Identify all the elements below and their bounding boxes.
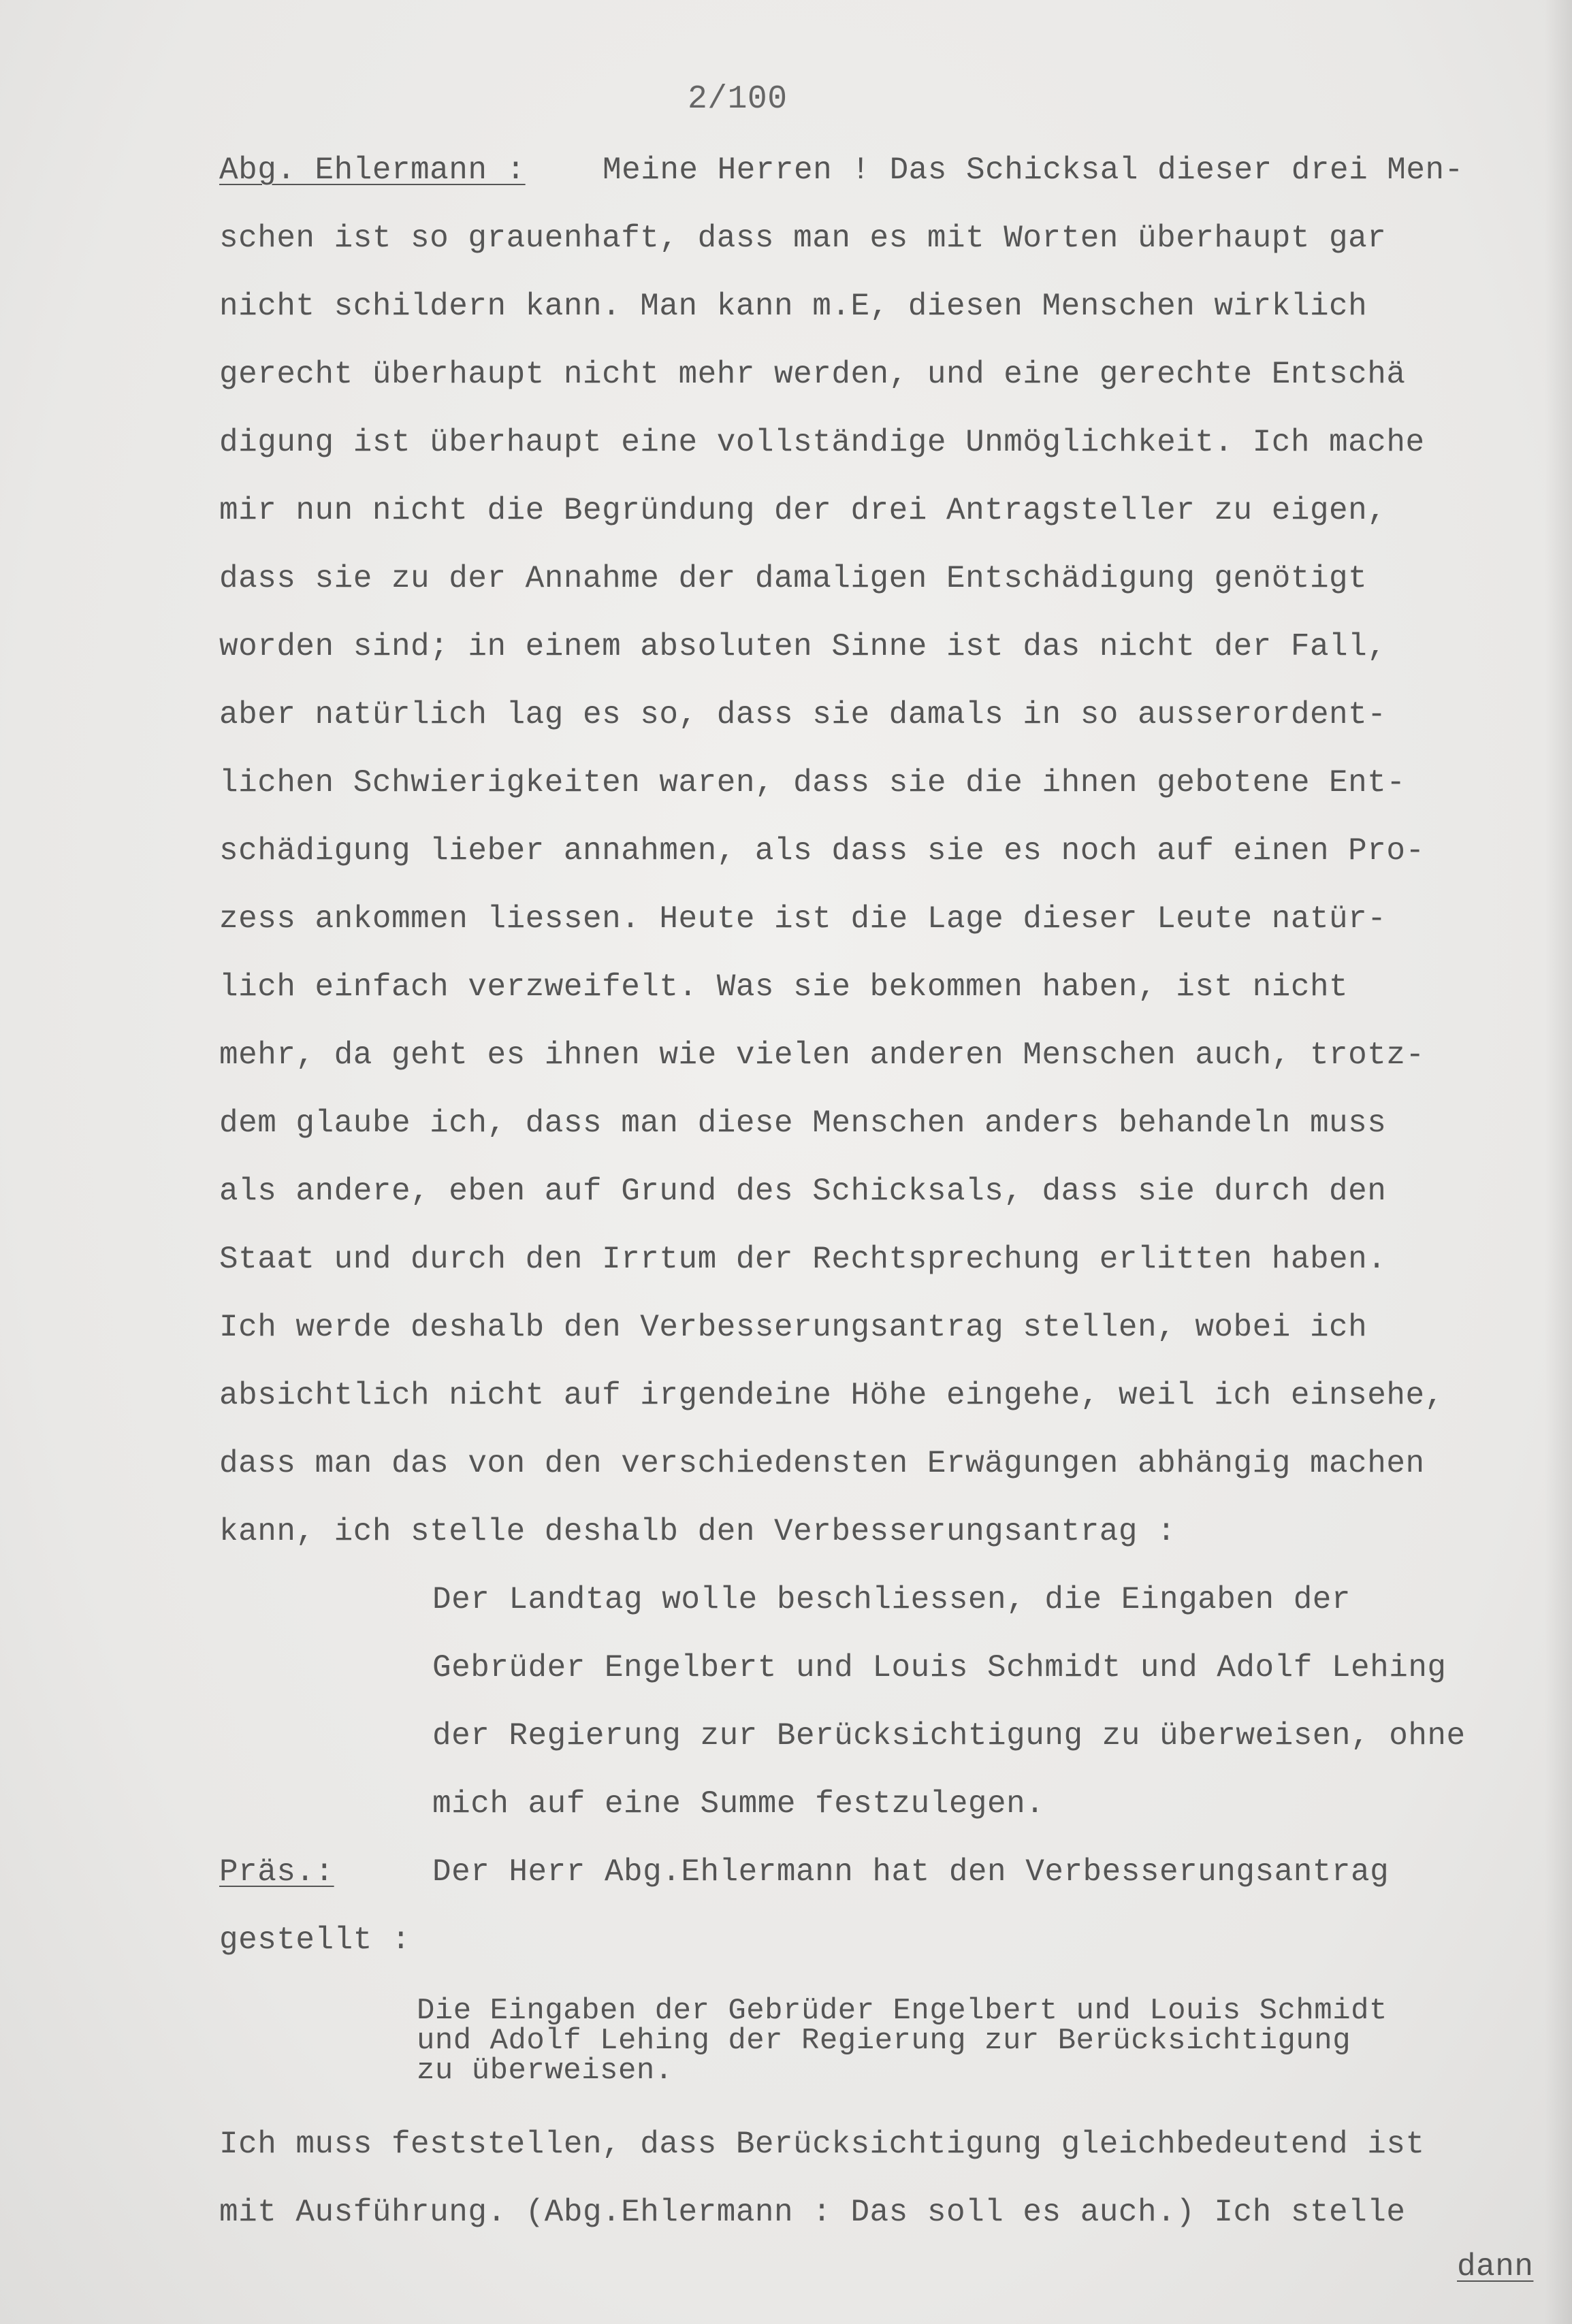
text-line: lich einfach verzweifelt. Was sie bekommen haben, ist nicht [219,969,1349,1005]
text-line: als andere, eben auf Grund des Schicksals, dass sie durch den [219,1174,1387,1209]
quoted-motion-line: und Adolf Lehing der Regierung zur Berücksichtigung [417,2024,1351,2058]
text-line: schädigung lieber annahmen, als dass sie es noch auf einen Pro- [219,833,1425,869]
text-line: Ich werde deshalb den Verbesserungsantrag stellen, wobei ich [219,1310,1368,1345]
text-line: gerecht überhaupt nicht mehr werden, und eine gerechte Entschä [219,357,1406,392]
catchword: dann [1457,2249,1534,2285]
motion-line: der Regierung zur Berücksichtigung zu überweisen, ohne [432,1718,1466,1754]
text-line: mehr, da geht es ihnen wie vielen anderen Menschen auch, trotz- [219,1037,1425,1073]
speaker-label: Präs.: [219,1854,334,1890]
speaker-label: Abg. Ehlermann : [219,152,526,188]
text-line: worden sind; in einem absoluten Sinne ist das nicht der Fall, [219,629,1387,664]
text-line: dass sie zu der Annahme der damaligen Entschädigung genötigt [219,561,1368,596]
text-line: nicht schildern kann. Man kann m.E, diesen Menschen wirklich [219,289,1368,324]
text-line: schen ist so grauenhaft, dass man es mit Worten überhaupt gar [219,221,1387,256]
quoted-motion-line: zu überweisen. [417,2054,673,2088]
text-line: gestellt : [219,1922,411,1958]
text-line: dem glaube ich, dass man diese Menschen anders behandeln muss [219,1105,1387,1141]
text-line: digung ist überhaupt eine vollständige Unmöglichkeit. Ich mache [219,425,1425,460]
motion-line: Der Landtag wolle beschliessen, die Eingaben der [432,1582,1351,1617]
motion-line: mich auf eine Summe festzulegen. [432,1786,1045,1822]
text-line: dass man das von den verschiedensten Erwägungen abhängig machen [219,1446,1425,1481]
text-line: aber natürlich lag es so, dass sie damals in so ausserordent- [219,697,1387,732]
page-edge-shadow [1545,0,1572,2324]
text-line: zess ankommen liessen. Heute ist die Lage dieser Leute natür- [219,901,1387,937]
text-line: kann, ich stelle deshalb den Verbesserungsantrag : [219,1514,1176,1549]
text-line: Staat und durch den Irrtum der Rechtsprechung erlitten haben. [219,1242,1387,1277]
text-line: Der Herr Abg.Ehlermann hat den Verbesserungsantrag [432,1854,1390,1890]
text-line: Ich muss feststellen, dass Berücksichtigung gleichbedeutend ist [219,2127,1425,2162]
text-line: absichtlich nicht auf irgendeine Höhe eingehe, weil ich einsehe, [219,1378,1444,1413]
page-number: 2/100 [688,81,788,118]
text-line: lichen Schwierigkeiten waren, dass sie die ihnen gebotene Ent- [219,765,1406,801]
text-line: Meine Herren ! Das Schicksal dieser drei Men- [603,152,1464,188]
quoted-motion-line: Die Eingaben der Gebrüder Engelbert und Louis Schmidt [417,1994,1387,2028]
text-line: mit Ausführung. (Abg.Ehlermann : Das soll es auch.) Ich stelle [219,2195,1406,2230]
motion-line: Gebrüder Engelbert und Louis Schmidt und Adolf Lehing [432,1650,1447,1685]
text-line: mir nun nicht die Begründung der drei Antragsteller zu eigen, [219,493,1387,528]
